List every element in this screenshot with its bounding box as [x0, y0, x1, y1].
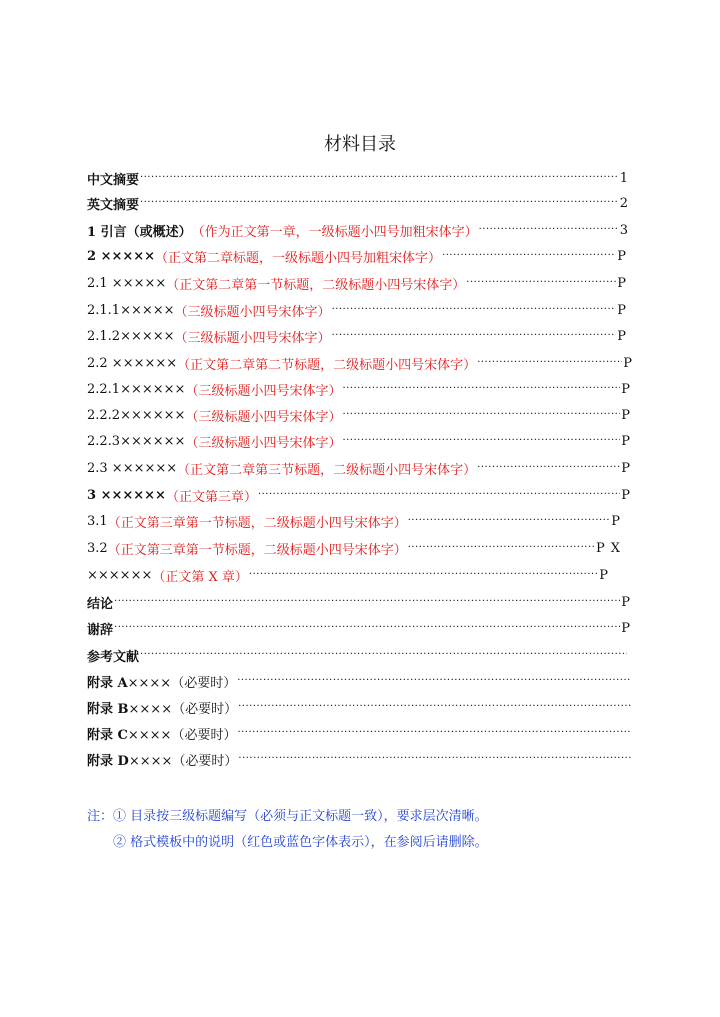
- toc-leader-dots: [140, 172, 619, 184]
- toc-entry[interactable]: [87, 431, 630, 451]
- toc-page-number: P: [623, 355, 632, 371]
- toc-entry-note: （正文第三章第一节标题，二级标题小四号宋体字）: [107, 515, 407, 531]
- toc-entry-label: 3 ××××××: [87, 487, 166, 503]
- toc-entry[interactable]: [87, 592, 630, 612]
- toc-entry[interactable]: [87, 618, 630, 638]
- toc-entry-label: 2 ×××××: [87, 248, 156, 264]
- toc-entry-label: 2.2 ××××××: [87, 355, 178, 371]
- note-line-1: 注：① 目录按三级标题编写（必须与正文标题一致），要求层次清晰。: [87, 809, 488, 824]
- toc-entry-label: 2.1.1×××××: [87, 302, 175, 318]
- toc-entry-label: 1 引言（或概述）: [87, 224, 192, 240]
- toc-entry-note: （正文第二章标题，一级标题小四号加粗宋体字）: [155, 250, 442, 266]
- toc-leader-dots: [114, 596, 620, 608]
- toc-entry[interactable]: [87, 511, 620, 531]
- toc-entry-label: 谢辞: [87, 622, 114, 638]
- toc-entry-note: （正文第三章）: [165, 489, 257, 505]
- toc-entry-note: （三级标题小四号宋体字）: [185, 435, 342, 451]
- toc-leader-dots: [140, 649, 627, 661]
- toc-entry-label: ××××（必要时）: [127, 727, 237, 743]
- toc-page-number: P: [621, 460, 630, 476]
- toc-entry-label: 结论: [87, 596, 114, 612]
- toc-entry-label: ××××（必要时）: [128, 753, 238, 769]
- toc-entry-label: 2.2.3××××××: [87, 433, 186, 449]
- toc-entry-label: 中文摘要: [87, 172, 140, 188]
- toc-page-number: P: [617, 328, 626, 344]
- toc-entry-label: 附录 A: [87, 675, 128, 691]
- toc-entry-label: ××××××: [87, 567, 153, 583]
- toc-page-number: 2: [619, 195, 628, 211]
- toc-entry[interactable]: [87, 671, 632, 691]
- toc-entry-label: 2.3 ××××××: [87, 460, 178, 476]
- toc-entry-label: 2.2.1××××××: [87, 381, 186, 397]
- note-line-2: ② 格式模板中的说明（红色或蓝色字体表示），在参阅后请删除。: [113, 835, 488, 850]
- toc-entry[interactable]: [87, 538, 620, 558]
- toc-entry-note: （正文第二章第二节标题，二级标题小四号宋体字）: [177, 357, 477, 373]
- toc-leader-dots: [238, 701, 631, 713]
- toc-leader-dots: [477, 462, 620, 474]
- toc-page-number: 1: [619, 170, 628, 186]
- toc-entry-note: （作为正文第一章，一级标题小四号加粗宋体字）: [191, 224, 478, 240]
- toc-leader-dots: [140, 197, 619, 209]
- toc-entry[interactable]: [87, 326, 626, 346]
- toc-entry[interactable]: [87, 485, 630, 505]
- toc-page-number: P: [617, 302, 626, 318]
- toc-leader-dots: [408, 515, 611, 527]
- toc-entry[interactable]: [87, 193, 628, 213]
- toc-page-number: P: [621, 487, 630, 503]
- toc-leader-dots: [477, 357, 622, 369]
- toc-entry[interactable]: [87, 220, 628, 240]
- toc-leader-dots: [237, 727, 631, 739]
- toc-page-number: P: [595, 540, 605, 556]
- toc-page-number: P: [621, 620, 630, 636]
- toc-entry-label: 3.2: [87, 540, 108, 556]
- toc-leader-dots: [442, 250, 616, 262]
- page-title: 材料目录: [324, 134, 396, 155]
- toc-leader-dots: [408, 542, 595, 554]
- toc-entry-label: 英文摘要: [87, 197, 140, 213]
- toc-page-number: P: [621, 381, 630, 397]
- toc-leader-dots: [237, 675, 631, 687]
- toc-entry-label: 附录 C: [87, 727, 128, 743]
- toc-leader-dots: [114, 622, 620, 634]
- toc-leader-dots: [342, 435, 620, 447]
- toc-entry-label: 参考文献: [87, 649, 140, 665]
- toc-page-number: 3: [619, 222, 628, 238]
- toc-page-number: P: [621, 594, 630, 610]
- toc-page-number: P: [617, 275, 626, 291]
- toc-leader-dots: [332, 330, 617, 342]
- toc-entry-label: 2.1 ×××××: [87, 275, 167, 291]
- toc-entry[interactable]: [87, 723, 632, 743]
- toc-entry[interactable]: [87, 645, 628, 665]
- toc-entry[interactable]: [87, 458, 630, 478]
- toc-entry[interactable]: [87, 749, 632, 769]
- toc-entry[interactable]: [87, 697, 632, 717]
- toc-entry[interactable]: [87, 379, 630, 399]
- toc-leader-dots: [342, 409, 620, 421]
- toc-entry[interactable]: [87, 405, 630, 425]
- toc-leader-dots: [258, 489, 620, 501]
- toc-page-number: P: [621, 433, 630, 449]
- toc-page-number: P: [621, 407, 630, 423]
- toc-entry-note: （三级标题小四号宋体字）: [185, 383, 342, 399]
- toc-entry-note: （三级标题小四号宋体字）: [185, 409, 342, 425]
- toc-entry[interactable]: [87, 246, 626, 266]
- toc-entry-label: 3.1: [87, 513, 108, 529]
- toc-entry-label: 2.2.2××××××: [87, 407, 186, 423]
- toc-leader-dots: [332, 304, 617, 316]
- toc-trailing-mark: X: [610, 540, 620, 556]
- toc-page-number: P: [617, 248, 626, 264]
- toc-page-number: P: [599, 567, 608, 583]
- toc-entry-label: 附录 B: [87, 701, 129, 717]
- toc-leader-dots: [249, 569, 598, 581]
- toc-leader-dots: [342, 383, 620, 395]
- toc-entry[interactable]: [87, 353, 632, 373]
- toc-entry-label: ××××（必要时）: [128, 701, 238, 717]
- toc-entry-note: （正文第 X 章）: [152, 569, 248, 585]
- toc-entry-note: （正文第二章第一节标题，二级标题小四号宋体字）: [166, 277, 466, 293]
- toc-leader-dots: [238, 753, 631, 765]
- toc-entry-note: （正文第二章第三节标题，二级标题小四号宋体字）: [177, 462, 477, 478]
- toc-entry[interactable]: [87, 565, 608, 585]
- toc-entry-label: 附录 D: [87, 753, 129, 769]
- toc-entry[interactable]: [87, 168, 628, 188]
- toc-entry[interactable]: [87, 300, 626, 320]
- toc-leader-dots: [479, 224, 619, 236]
- toc-entry-label: ××××（必要时）: [127, 675, 237, 691]
- toc-entry[interactable]: [87, 273, 626, 293]
- toc-entry-label: 2.1.2×××××: [87, 328, 175, 344]
- toc-page-number: P: [611, 513, 620, 529]
- toc-leader-dots: [466, 277, 616, 289]
- toc-entry-note: （正文第三章第一节标题，二级标题小四号宋体字）: [107, 542, 407, 558]
- toc-entry-note: （三级标题小四号宋体字）: [174, 330, 331, 346]
- toc-entry-note: （三级标题小四号宋体字）: [174, 304, 331, 320]
